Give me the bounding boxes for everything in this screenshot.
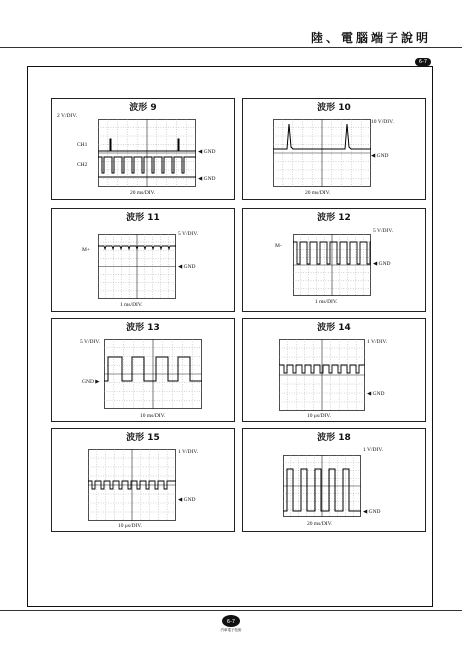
ch2-label: CH2: [77, 162, 88, 168]
time-div-label: 20 ms/DIV.: [305, 190, 331, 196]
gnd-label: GND: [376, 153, 389, 159]
volt-div-label: 2 V/DIV.: [57, 113, 77, 119]
page-header-title: 陸、電腦端子說明: [311, 31, 432, 45]
time-div-label: 10 μs/DIV.: [307, 413, 331, 419]
time-div-label: 1 ms/DIV.: [315, 299, 338, 305]
panel-title: 波形 18: [317, 433, 351, 443]
waveform-panel-11: [51, 208, 235, 312]
signal-label: M-: [275, 243, 282, 249]
gnd-marker: ◀ GND: [363, 509, 381, 515]
panel-title: 波形 12: [317, 213, 351, 223]
oscilloscope-grid: [293, 234, 371, 296]
waveform-panel-9: [51, 98, 235, 200]
oscilloscope-grid: [104, 339, 202, 409]
time-div-label: 20 ms/DIV.: [307, 521, 333, 527]
oscilloscope-grid: [88, 449, 176, 521]
gnd-label: GND: [368, 509, 381, 515]
gnd-label: GND: [203, 176, 216, 182]
volt-div-label: 10 V/DIV.: [371, 119, 394, 125]
panel-title: 波形 14: [317, 323, 351, 333]
gnd-label: GND: [203, 149, 216, 155]
panel-title: 波形 10: [317, 103, 351, 113]
logo-number: 6-7: [226, 619, 236, 625]
signal-label: M+: [82, 247, 90, 253]
gnd-marker: ◀ GND: [373, 261, 391, 267]
gnd-label: GND: [378, 261, 391, 267]
waveform-panel-15: [51, 428, 235, 532]
header-divider: [0, 47, 462, 48]
waveform-panel-13: [51, 318, 235, 422]
gnd-marker-2: ◀ GND: [198, 176, 216, 182]
publisher-logo: [215, 614, 247, 632]
gnd-marker: ◀ GND: [178, 497, 196, 503]
volt-div-label: 5 V/DIV.: [373, 228, 393, 234]
time-div-label: 20 ms/DIV.: [130, 190, 156, 196]
time-div-label: 10 μs/DIV.: [118, 523, 142, 529]
panel-title: 波形 11: [126, 213, 160, 223]
gnd-marker: ◀ GND: [367, 391, 385, 397]
waveform-panel-18: [242, 428, 426, 532]
volt-div-label: 5 V/DIV.: [80, 339, 100, 345]
page-badge: 6-7: [415, 58, 431, 66]
gnd-marker: ◀ GND: [371, 153, 389, 159]
logo-text: 汽車電子技術: [220, 628, 242, 632]
volt-div-label: 1 V/DIV.: [363, 447, 383, 453]
gnd-label: GND: [183, 497, 196, 503]
gnd-marker: ◀ GND: [178, 264, 196, 270]
gnd-label: GND: [82, 379, 94, 385]
footer-divider: [0, 610, 462, 611]
oscilloscope-grid: [273, 119, 371, 187]
panel-title: 波形 15: [126, 433, 160, 443]
oscilloscope-grid: [279, 339, 365, 411]
gnd-marker: GND ▶: [82, 379, 100, 385]
volt-div-label: 1 V/DIV.: [367, 339, 387, 345]
oscilloscope-grid: [98, 119, 196, 187]
panel-title: 波形 9: [129, 103, 157, 113]
volt-div-label: 1 V/DIV.: [178, 449, 198, 455]
gnd-label: GND: [183, 264, 196, 270]
waveform-panel-12: [242, 208, 426, 312]
oscilloscope-grid: [283, 455, 361, 517]
waveform-panel-10: [242, 98, 426, 200]
gnd-marker-1: ◀ GND: [198, 149, 216, 155]
panel-title: 波形 13: [126, 323, 160, 333]
oscilloscope-grid: [98, 234, 176, 299]
waveform-panel-14: [242, 318, 426, 422]
volt-div-label: 5 V/DIV.: [178, 231, 198, 237]
gnd-label: GND: [372, 391, 385, 397]
time-div-label: 1 ms/DIV.: [120, 302, 143, 308]
ch1-label: CH1: [77, 142, 88, 148]
time-div-label: 10 ms/DIV.: [140, 413, 166, 419]
